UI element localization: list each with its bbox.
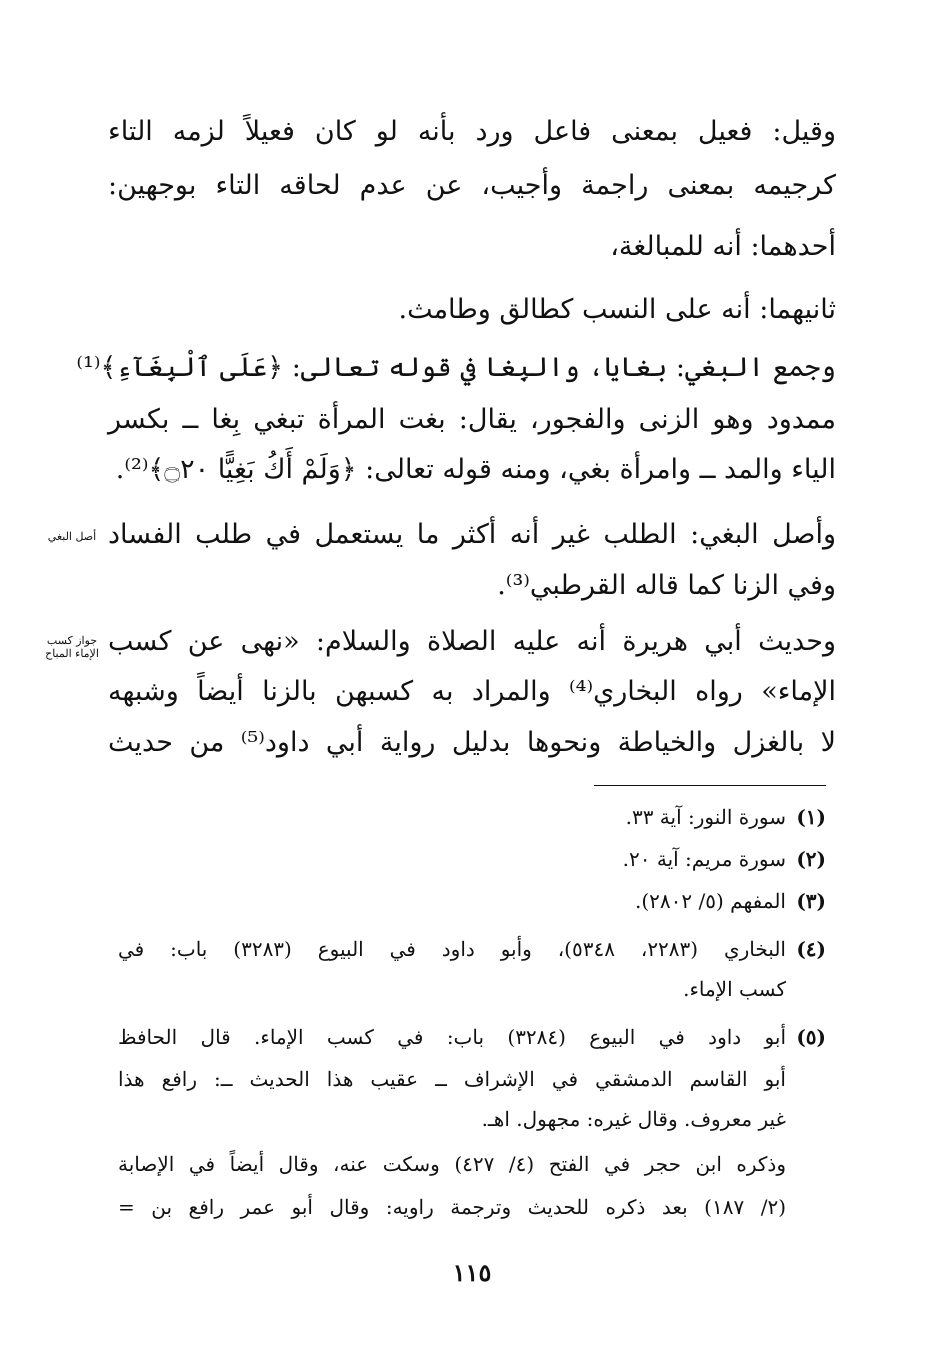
- footnote-text: سورة مريم: آية ٢٠.: [622, 847, 786, 871]
- footnote-text: البخاري (٢٢٨٣، ٥٣٤٨)، وأبو داود في البيوع (٣٢٨٣) باب: في: [118, 937, 786, 961]
- footnote-number: (١): [796, 805, 826, 829]
- footnote-5-cont-3: وذكره ابن حجر في الفتح (٤/ ٤٢٧) وسكت عنه، وقال أيضاً في الإصابة: [118, 1152, 786, 1176]
- margin-note-2: جواز كسب الإماء المباح: [45, 634, 99, 660]
- footnote-5: [118, 1018, 826, 1056]
- body-line-10: وحديث أبي هريرة أنه عليه الصلاة والسلام: «نهى عن كسب: [108, 626, 836, 657]
- body-line-7: الياء والمد ــ وامرأة بغي، ومنه قوله تعالى: ﴿وَلَمْ أَكُ بَغِيًّا ۝٢٠﴾⁽²⁾.: [115, 454, 836, 485]
- body-line-5: وجمع البغي: بغايا، والبِغا في قوله تعالى: ﴿عَلَى ٱلْبِغَآءِ﴾⁽¹⁾: [76, 352, 836, 383]
- footnote-5-cont-4: (٢/ ١٨٧) بعد ذكره للحديث وترجمة راويه: وقال أبو عمر رافع بن =: [118, 1195, 786, 1219]
- footnote-text: أبو داود في البيوع (٣٢٨٤) باب: في كسب الإماء. قال الحافظ: [118, 1025, 786, 1049]
- footnote-number: (٤): [796, 937, 826, 961]
- footnote-text: سورة النور: آية ٣٣.: [625, 805, 786, 829]
- body-line-4: ثانيهما: أنه على النسب كطالق وطامث.: [398, 294, 836, 325]
- footnote-separator: [594, 785, 826, 786]
- footnote-number: (٢): [796, 847, 826, 871]
- footnote-4: [118, 930, 826, 968]
- margin-note-1: أصل البغي: [47, 530, 97, 543]
- footnote-5-cont-2: غير معروف. وقال غيره: مجهول. اهـ.: [481, 1107, 786, 1131]
- footnote-number: (٥): [796, 1025, 826, 1049]
- body-line-1: وقيل: فعيل بمعنى فاعل ورد بأنه لو كان فعيلاً لزمه التاء: [108, 116, 836, 147]
- body-line-9: وفي الزنا كما قاله القرطبي⁽³⁾.: [497, 570, 836, 601]
- body-line-3: أحدهما: أنه للمبالغة،: [610, 231, 836, 262]
- body-line-6: ممدود وهو الزنى والفجور، يقال: بغت المرأة تبغي بِغا ــ بكسر: [108, 404, 836, 435]
- footnote-5-cont-1: أبو القاسم الدمشقي في الإشراف ــ عقيب هذا الحديث ــ: رافع هذا: [118, 1067, 786, 1091]
- body-line-11: الإماء» رواه البخاري⁽⁴⁾ والمراد به كسبهن بالزنا أيضاً وشبهه: [108, 676, 836, 707]
- footnote-text: المفهم (٥/ ٢٨٠٢).: [634, 889, 786, 913]
- footnote-3: [118, 882, 826, 920]
- footnote-4-cont: كسب الإماء.: [683, 977, 786, 1001]
- body-line-12: لا بالغزل والخياطة ونحوها بدليل رواية أبي داود⁽⁵⁾ من حديث: [108, 727, 836, 758]
- footnote-2: [118, 840, 826, 878]
- body-line-8: وأصل البغي: الطلب غير أنه أكثر ما يستعمل في طلب الفساد: [108, 519, 836, 550]
- body-line-2: كرجيمه بمعنى راجمة وأجيب، عن عدم لحاقه التاء بوجهين:: [108, 170, 836, 201]
- footnote-number: (٣): [796, 889, 826, 913]
- page-number: ١١٥: [452, 1258, 492, 1287]
- footnote-1: [118, 798, 826, 836]
